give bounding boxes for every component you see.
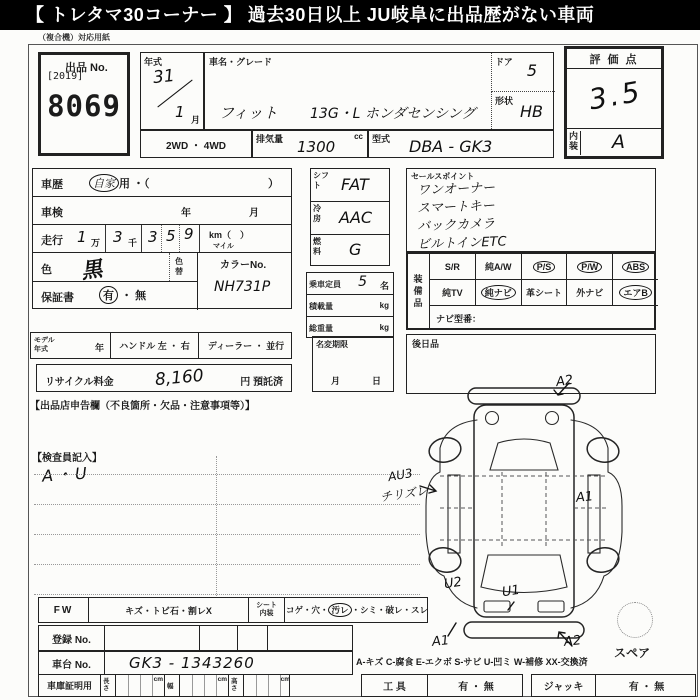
equipment-row-2 bbox=[430, 280, 658, 306]
mileage-sen: 千 bbox=[128, 238, 138, 248]
lot-number-box bbox=[38, 52, 130, 156]
chassis-value: GK3 - 1343260 bbox=[129, 654, 255, 672]
recycle-fee-box bbox=[36, 364, 292, 392]
handle-label: ハンドル 左 ・ 右 bbox=[119, 341, 190, 351]
history-label: 車歴 bbox=[41, 179, 63, 191]
payload-unit: kg bbox=[379, 301, 389, 310]
interior-pre: コゲ・穴・ bbox=[285, 605, 329, 615]
rear-light bbox=[546, 412, 559, 425]
damage-annotation: U1 bbox=[501, 582, 521, 601]
interior-value: A bbox=[612, 131, 625, 153]
cooler-row bbox=[311, 202, 389, 235]
garage-length-label: 長さ bbox=[103, 678, 110, 692]
shift-value: FAT bbox=[341, 175, 369, 194]
damage-annotation: A1 bbox=[575, 489, 594, 506]
color-row bbox=[33, 253, 197, 282]
lot-label: 出品 No. bbox=[65, 62, 108, 74]
displacement-unit: cc bbox=[354, 132, 363, 141]
color-no-cell bbox=[197, 253, 293, 310]
registration-label-cell bbox=[39, 626, 105, 650]
inspector-line bbox=[34, 504, 420, 505]
chassis-row bbox=[38, 651, 353, 675]
damage-annotation: チリズレ bbox=[379, 483, 429, 505]
divider bbox=[141, 225, 142, 252]
fuel-row bbox=[311, 235, 389, 267]
model-code-value: DBA - GK3 bbox=[409, 137, 493, 156]
divider bbox=[179, 225, 180, 252]
model-year-label: モデル年式 bbox=[34, 337, 55, 353]
tools-label: 工 具 bbox=[383, 682, 406, 693]
color-no-value: NH731P bbox=[214, 279, 271, 295]
top-banner: 【 トレタマ30コーナー 】 過去30日以上 JU岐阜に出品歴がない車両 bbox=[0, 0, 700, 30]
history-close-paren: ） bbox=[268, 178, 279, 190]
inspector-line bbox=[34, 594, 420, 595]
front-window bbox=[481, 555, 567, 593]
color-no-label: カラーNo. bbox=[220, 260, 267, 271]
car-name-value: フィット bbox=[219, 104, 278, 122]
dealer-cell bbox=[199, 333, 293, 358]
interior-circled: 汚レ bbox=[328, 603, 351, 617]
inspector-line bbox=[34, 534, 420, 535]
fw-body-label: キズ・トビ石・割レX bbox=[125, 605, 212, 616]
declaration-label: 【出品店申告欄（不良箇所・欠品・注意事項等）】 bbox=[30, 401, 255, 412]
chassis-label: 車台 No. bbox=[52, 659, 91, 671]
mileage-label: 走行 bbox=[41, 235, 63, 247]
equipment-row-1 bbox=[430, 254, 658, 280]
jack-label-cell bbox=[532, 675, 596, 696]
drive-label: 2WD ・ 4WD bbox=[166, 140, 226, 152]
wheel bbox=[585, 545, 621, 575]
equip-sr: S/R bbox=[444, 261, 460, 272]
month-label: 月 bbox=[190, 115, 200, 125]
cm-unit: cm bbox=[217, 676, 227, 683]
gross-unit: kg bbox=[379, 323, 389, 332]
mileage-digit: 1 bbox=[77, 228, 87, 246]
warranty-value: 有 ・ 無 bbox=[99, 286, 146, 304]
rear-bumper bbox=[468, 388, 580, 404]
payload-row bbox=[307, 295, 393, 317]
history-table bbox=[32, 168, 292, 309]
cooler-value: AAC bbox=[339, 208, 373, 227]
year-label: 年式 bbox=[144, 57, 163, 67]
color-value: 黒 bbox=[79, 256, 104, 284]
warranty-row bbox=[33, 282, 197, 310]
sales-point-item: ビルトインETC bbox=[416, 234, 507, 253]
shape-value: HB bbox=[519, 102, 543, 121]
inspector-label: 【検査員記入】 bbox=[32, 453, 102, 464]
mileage-digit: 3 bbox=[113, 228, 123, 246]
inspector-line bbox=[34, 564, 420, 565]
garage-height-cells bbox=[243, 675, 291, 696]
seat-label: シート bbox=[256, 602, 277, 609]
month-value: 1 bbox=[175, 103, 185, 121]
mileage-digit: 3 bbox=[148, 228, 158, 246]
displacement-label: 排気量 bbox=[256, 134, 284, 144]
mileage-digit: 5 bbox=[166, 227, 176, 245]
sales-points-box bbox=[406, 168, 656, 252]
divider bbox=[169, 253, 170, 281]
recycle-amount: 8,160 bbox=[154, 365, 205, 391]
later-goods-label: 後日品 bbox=[412, 339, 440, 349]
rating-label: 評 価 点 bbox=[589, 53, 639, 66]
nav-model-row bbox=[430, 306, 658, 330]
car-body bbox=[474, 405, 574, 617]
displacement-value: 1300 bbox=[297, 138, 336, 156]
fw-condition-row bbox=[38, 597, 428, 623]
divider bbox=[267, 626, 268, 650]
interior-condition-cell bbox=[285, 598, 429, 622]
registration-row bbox=[38, 625, 353, 651]
inspector-note: A・U bbox=[41, 463, 91, 486]
name-change-box bbox=[312, 336, 394, 392]
mileage-row bbox=[33, 225, 291, 253]
equipment-label-cell bbox=[408, 254, 430, 328]
shaken-year: 年 bbox=[181, 208, 191, 219]
rating-box bbox=[564, 46, 664, 159]
shape-cell bbox=[491, 92, 555, 131]
model-year-box bbox=[140, 52, 204, 130]
spare-label: スペア bbox=[614, 646, 651, 660]
divider bbox=[199, 225, 200, 252]
shift-label: シフト bbox=[313, 171, 329, 190]
garage-length-cells bbox=[115, 675, 165, 696]
gross-label: 総重量 bbox=[309, 324, 333, 333]
equipment-label: 装備品 bbox=[413, 274, 423, 308]
inspector-divider bbox=[216, 456, 217, 596]
interior-post: ・シミ・破レ・スレ bbox=[351, 605, 429, 615]
displacement-cell bbox=[252, 130, 368, 158]
annotation-arrow bbox=[508, 602, 514, 610]
equip-leather: 革シート bbox=[525, 288, 562, 298]
capacity-unit: 名 bbox=[379, 281, 389, 291]
recycle-label: リサイクル料金 bbox=[45, 377, 114, 388]
tools-label-cell bbox=[362, 675, 428, 696]
spare-tire-circle bbox=[617, 602, 653, 638]
fuel-value: G bbox=[349, 240, 362, 259]
dealer-label: ディーラー ・ 並行 bbox=[207, 341, 285, 351]
wheel bbox=[427, 545, 463, 575]
door-cell bbox=[491, 53, 555, 92]
damage-annotation: A1 bbox=[431, 633, 450, 650]
rear-light bbox=[486, 412, 499, 425]
divider bbox=[161, 225, 162, 252]
mileage-digit: 9 bbox=[184, 225, 194, 243]
seat-interior-cell bbox=[249, 598, 285, 622]
lot-year-tag: [2019] bbox=[47, 71, 84, 82]
fw-cell bbox=[39, 598, 89, 622]
car-grade-value: 13G・L ホンダセンシング bbox=[310, 106, 476, 122]
garage-cert-row bbox=[38, 674, 290, 697]
shift-box bbox=[310, 168, 390, 266]
sales-point-item: ワンオーナー bbox=[416, 180, 496, 199]
tools-value-cell bbox=[428, 675, 524, 696]
shape-label: 形状 bbox=[495, 96, 514, 106]
warranty-label: 保証書 bbox=[41, 292, 74, 304]
garage-height-label: 高さ bbox=[231, 678, 238, 692]
right-door-panel bbox=[571, 420, 622, 608]
annotation-arrow bbox=[448, 623, 456, 636]
mileage-mile: マイル bbox=[213, 243, 234, 250]
name-change-day: 日 bbox=[371, 376, 381, 386]
capacity-row bbox=[307, 273, 393, 295]
interior-row bbox=[567, 128, 661, 156]
model-code-label: 型式 bbox=[372, 134, 391, 144]
drive-cell bbox=[140, 130, 252, 158]
lot-number: 8069 bbox=[47, 89, 121, 123]
garage-width-label: 幅 bbox=[167, 683, 174, 690]
door-value: 5 bbox=[526, 61, 537, 80]
tools-value: 有 ・ 無 bbox=[458, 682, 494, 693]
capacity-box bbox=[306, 272, 394, 338]
color-change-label: 色替 bbox=[175, 257, 183, 276]
equip-abs-circled: ABS bbox=[622, 261, 649, 273]
tools-box bbox=[361, 674, 523, 697]
interior-word-label: 内装 bbox=[259, 610, 274, 617]
wheel bbox=[427, 435, 463, 465]
recycle-unit: 円 預託済 bbox=[240, 377, 283, 388]
shaken-month: 月 bbox=[249, 208, 259, 219]
mileage-km: km（ ） bbox=[209, 230, 250, 240]
jack-value-cell bbox=[596, 675, 697, 696]
jack-value: 有 ・ 無 bbox=[628, 682, 665, 693]
divider bbox=[105, 225, 106, 252]
chassis-label-cell bbox=[39, 652, 105, 674]
history-value: 自家 用 ・（ bbox=[89, 174, 150, 192]
year-value: 31 bbox=[152, 65, 176, 89]
wheel bbox=[585, 435, 621, 465]
equip-pw-circled: P/W bbox=[577, 261, 602, 273]
model-year-unit: 年 bbox=[94, 343, 104, 353]
jack-label: ジャッキ bbox=[543, 682, 584, 693]
rating-header bbox=[567, 49, 661, 69]
damage-legend: A-キズ C-腐食 E-エクボ S-サビ U-凹ミ W-補修 XX-交換済 bbox=[356, 657, 588, 667]
rating-score: 3.5 bbox=[586, 74, 645, 117]
registration-label: 登録 No. bbox=[52, 634, 91, 646]
name-change-month: 月 bbox=[331, 376, 341, 386]
damage-annotation: AU3 bbox=[386, 465, 414, 485]
rear-window bbox=[490, 439, 558, 470]
nav-model-label: ナビ型番： bbox=[436, 314, 482, 324]
warranty-yes-circled: 有 bbox=[99, 286, 118, 304]
handle-cell bbox=[111, 333, 199, 358]
paper-note: （複合機）対応用紙 bbox=[38, 33, 110, 42]
equip-ext-navi: 外ナビ bbox=[576, 288, 604, 298]
fw-body-cell bbox=[89, 598, 249, 622]
cooler-label: 冷房 bbox=[313, 204, 321, 223]
sales-point-item: バックカメラ bbox=[416, 216, 496, 235]
garage-label-cell bbox=[39, 675, 101, 696]
model-code-cell bbox=[368, 130, 554, 158]
fuel-label: 燃料 bbox=[313, 237, 321, 256]
equip-aw: 純A/W bbox=[484, 262, 512, 272]
garage-width-cells bbox=[179, 675, 229, 696]
shift-row bbox=[311, 169, 389, 202]
headlight bbox=[484, 601, 510, 612]
capacity-value: 5 bbox=[358, 274, 367, 290]
history-circled: 自家 bbox=[89, 174, 119, 192]
equip-navi-circled: 純ナビ bbox=[481, 285, 516, 300]
divider bbox=[237, 626, 238, 650]
fw-label: FW bbox=[53, 604, 74, 616]
sales-point-item: スマートキー bbox=[416, 198, 496, 217]
equipment-table bbox=[406, 252, 656, 330]
interior-label: 内装 bbox=[569, 131, 581, 155]
equip-tv: 純TV bbox=[442, 288, 463, 298]
damage-annotation: A2 bbox=[555, 372, 575, 391]
equip-airbag-circled: エアB bbox=[619, 285, 652, 300]
garage-label: 車庫証明用 bbox=[46, 681, 92, 691]
equip-ps-circled: P/S bbox=[533, 261, 556, 273]
right-rocker bbox=[588, 475, 600, 553]
door-label: ドア bbox=[495, 57, 513, 67]
model-spec-row bbox=[30, 332, 292, 359]
name-change-label: 名変期限 bbox=[316, 340, 348, 349]
shaken-row bbox=[33, 197, 291, 225]
mileage-man: 万 bbox=[91, 238, 101, 248]
sales-points-label: セールスポイント bbox=[411, 172, 475, 181]
divider bbox=[199, 626, 200, 650]
left-rocker bbox=[448, 475, 460, 553]
damage-annotation: A2 bbox=[563, 633, 582, 650]
payload-label: 積載量 bbox=[309, 302, 333, 311]
cm-unit: cm bbox=[280, 676, 290, 683]
jack-box bbox=[531, 674, 696, 697]
car-name-box bbox=[204, 52, 554, 130]
headlight bbox=[538, 601, 564, 612]
shaken-label: 車検 bbox=[41, 207, 63, 219]
model-year-cell bbox=[31, 333, 111, 358]
inspector-line bbox=[34, 474, 420, 475]
damage-annotation: U2 bbox=[443, 574, 463, 593]
car-name-label: 車名・グレード bbox=[209, 57, 273, 67]
capacity-label: 乗車定員 bbox=[309, 280, 341, 289]
cm-unit: cm bbox=[153, 676, 163, 683]
color-label: 色 bbox=[41, 264, 52, 276]
history-row bbox=[33, 169, 291, 197]
